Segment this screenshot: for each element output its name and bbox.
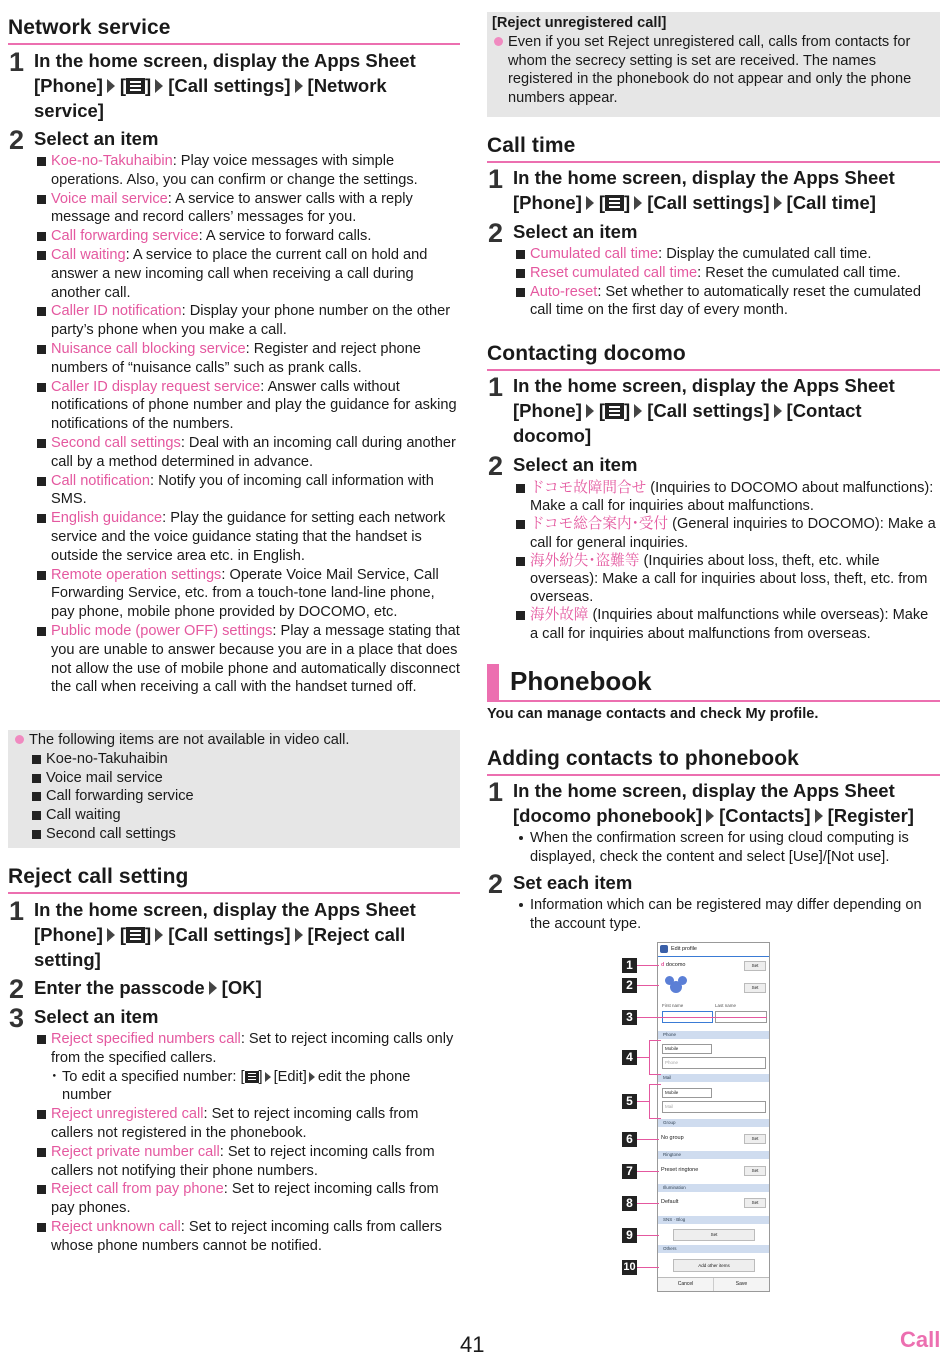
list-item: 海外故障 (Inquiries about malfunctions while overseas): Make a call for inquiries about malfunctions from overseas.: [515, 606, 940, 642]
list-item: Call waiting: [31, 806, 454, 825]
avatar[interactable]: [664, 975, 688, 997]
list-item: Call forwarding service: A service to forward calls.: [36, 227, 460, 246]
arrow-icon: [815, 809, 823, 823]
callout-line: [649, 1084, 650, 1118]
list-item: Reject specified numbers call: Set to reject incoming calls only from the specified callers. ・ To edit a specified number: [ ] [Edit] edit the phone number: [36, 1030, 460, 1105]
phone-type-select[interactable]: Mobile: [662, 1044, 712, 1054]
callout-7: 7: [622, 1164, 637, 1179]
callout-line: [649, 1084, 661, 1085]
arrow-icon: [586, 404, 594, 418]
list-item: Reset cumulated call time: Reset the cumulated call time.: [515, 264, 940, 283]
callout-line: [649, 1040, 661, 1041]
list-item: Caller ID notification: Display your phone number on the other party’s phone when you make a call.: [36, 302, 460, 340]
list-item: Cumulated call time: Display the cumulated call time.: [515, 245, 940, 264]
account-set-button[interactable]: Set: [744, 961, 766, 971]
arrow-icon: [774, 196, 782, 210]
menu-icon: [605, 403, 624, 419]
step-instruction: Select an item: [34, 128, 159, 149]
step-number: 1: [488, 372, 504, 402]
phonebook-app-icon: [660, 945, 668, 953]
step-number: 2: [9, 974, 25, 1004]
list-item: Call waiting: A service to place the current call on hold and answer a new incoming call when receiving a call during another call.: [36, 246, 460, 302]
chapter-accent-bar: [487, 664, 499, 700]
note-box-reject-unregistered: [Reject unregistered call] Even if you set Reject unregistered call, calls from contacts for whom the secrecy setting is set are received. The names registered in the phonebook do not appear and only the phone numbers appear.: [487, 12, 940, 117]
menu-icon: [245, 1071, 259, 1083]
illumination-value: Default: [661, 1199, 679, 1205]
group-value: No group: [661, 1135, 684, 1141]
step-number: 1: [9, 896, 25, 926]
step-number: 1: [9, 47, 25, 77]
arrow-icon: [706, 809, 714, 823]
callout-6: 6: [622, 1132, 637, 1147]
callout-line: [637, 1139, 659, 1140]
ringtone-set-button[interactable]: Set: [744, 1166, 766, 1176]
chapter-heading-phonebook: [487, 664, 940, 702]
list-item: Voice mail service: A service to answer calls with a reply message and record callers’ messages for you.: [36, 190, 460, 228]
callout-5: 5: [622, 1094, 637, 1109]
callout-line: [637, 1171, 659, 1172]
arrow-icon: [295, 79, 303, 93]
list-item: Call notification: Notify you of incoming call information with SMS.: [36, 472, 460, 510]
section-heading-adding-contacts: Adding contacts to phonebook: [487, 747, 940, 776]
step-instruction: In the home screen, display the Apps Sheet [Phone] [ ] [Call settings] [Reject call setting]: [34, 899, 416, 970]
list-item: Koe-no-Takuhaibin: Play voice messages with simple operations. Also, you can confirm or change the settings.: [36, 152, 460, 190]
reject-item-list: [36, 1030, 460, 1256]
docomo-item-list: [515, 479, 940, 643]
illumination-section-bar: Illumination: [658, 1184, 769, 1192]
callout-line: [637, 985, 659, 986]
bullet-note: Information which can be registered may differ depending on the account type.: [517, 896, 940, 934]
arrow-icon: [265, 1072, 271, 1082]
callout-3: 3: [622, 1010, 637, 1025]
screen-title: Edit profile: [671, 946, 697, 952]
step-instruction: Enter the passcode [OK]: [34, 977, 262, 998]
list-item: Caller ID display request service: Answer calls without notifications of phone number and play the guidance for asking notifications of the numbers.: [36, 378, 460, 434]
call-time-item-list: [515, 245, 940, 320]
arrow-icon: [634, 196, 642, 210]
docomo-account-icon: d: [661, 962, 665, 968]
callout-line: [637, 1203, 659, 1204]
chapter-lead: You can manage contacts and check My profile.: [487, 706, 819, 722]
page-number: 41: [460, 1332, 485, 1357]
callout-1: 1: [622, 958, 637, 973]
callout-line: [637, 1101, 649, 1102]
section-heading-reject: Reject call setting: [8, 865, 460, 894]
network-item-list: [36, 152, 460, 697]
menu-icon: [605, 195, 624, 211]
list-item: Nuisance call blocking service: Register and reject phone numbers of “nuisance calls” such as prank calls.: [36, 340, 460, 378]
note-dot-icon: [494, 37, 503, 46]
sns-section-bar: SNS · Blog: [658, 1216, 769, 1224]
callout-4: 4: [622, 1050, 637, 1065]
title-divider: [658, 956, 769, 957]
callout-line: [637, 1267, 659, 1268]
account-row: d docomo: [661, 962, 686, 968]
list-item: Auto-reset: Set whether to automatically reset the cumulated call time on the first day of every month.: [515, 283, 940, 321]
step-instruction: In the home screen, display the Apps Sheet [Phone] [ ] [Call settings] [Network service]: [34, 50, 416, 121]
section-tab: Call: [900, 1327, 941, 1352]
note-dot-icon: [15, 735, 24, 744]
list-item: Second call settings: [31, 825, 454, 844]
arrow-icon: [107, 928, 115, 942]
callout-line: [649, 1040, 650, 1074]
step-instruction: In the home screen, display the Apps Sheet [Phone] [ ] [Call settings] [Contact docomo]: [513, 375, 895, 446]
callout-line: [637, 1017, 767, 1018]
step-number: 2: [488, 451, 504, 481]
menu-icon: [126, 927, 145, 943]
arrow-icon: [586, 196, 594, 210]
others-section-bar: Others: [658, 1245, 769, 1253]
list-item: ドコモ故障問合せ (Inquiries to DOCOMO about malfunctions): Make a call for inquiries about malfunctions.: [515, 479, 940, 515]
list-item: Koe-no-Takuhaibin: [31, 750, 454, 769]
arrow-icon: [209, 981, 217, 995]
list-item: 海外紛失･盗難等 (Inquiries about loss, theft, etc. while overseas): Make a call for inquiries about loss, theft, etc. from overseas.: [515, 552, 940, 607]
phone-number-field[interactable]: Phone: [662, 1057, 766, 1069]
arrow-icon: [155, 79, 163, 93]
callout-10: 10: [623, 1261, 636, 1273]
arrow-icon: [774, 404, 782, 418]
callout-line: [637, 1057, 649, 1058]
mail-type-select[interactable]: Mobile: [662, 1088, 712, 1098]
callout-line: [649, 1118, 661, 1119]
arrow-icon: [295, 928, 303, 942]
cancel-button[interactable]: Cancel: [658, 1278, 714, 1291]
section-heading-call-time: Call time: [487, 134, 940, 163]
mail-address-field[interactable]: Mail: [662, 1101, 766, 1113]
list-item: ドコモ総合案内･受付 (General inquiries to DOCOMO): Make a call for general inquiries.: [515, 515, 940, 551]
sns-set-button[interactable]: Set: [673, 1229, 755, 1241]
last-name-label: Last name: [715, 1003, 737, 1008]
step-number: 2: [488, 869, 504, 899]
arrow-icon: [634, 404, 642, 418]
step-instruction: In the home screen, display the Apps Sheet [Phone] [ ] [Call settings] [Call time]: [513, 167, 895, 213]
callout-line: [637, 1235, 659, 1236]
step-number: 1: [488, 164, 504, 194]
list-item: Second call settings: Deal with an incoming call during another call by a method determined in advance.: [36, 434, 460, 472]
list-item: Public mode (power OFF) settings: Play a message stating that you are unable to answer because you are in a place that does not allow the use of mobile phone and automatically disconnect the call when receiving a call with the handset turned off.: [36, 622, 460, 697]
step-number: 1: [488, 777, 504, 807]
image-set-button[interactable]: Set: [744, 983, 766, 993]
sub-note: ・ To edit a specified number: [ ] [Edit] edit the phone number: [51, 1068, 460, 1106]
list-item: Reject call from pay phone: Set to reject incoming calls from pay phones.: [36, 1180, 460, 1218]
chapter-title: Phonebook: [510, 666, 652, 696]
list-item: Call forwarding service: [31, 787, 454, 806]
step-instruction: Select an item: [513, 454, 638, 475]
save-button[interactable]: Save: [735, 1281, 748, 1287]
step-instruction: Select an item: [513, 221, 638, 242]
step-number: 2: [9, 125, 25, 155]
group-section-bar: Group: [658, 1119, 769, 1127]
illumination-set-button[interactable]: Set: [744, 1198, 766, 1208]
note-box: The following items are not available in video call. Koe-no-Takuhaibin Voice mail service Call forwarding service Call waiting Second call settings: [8, 730, 460, 848]
list-item: Voice mail service: [31, 769, 454, 788]
mail-section-bar: Mail: [658, 1074, 769, 1082]
ringtone-value: Preset ringtone: [661, 1167, 699, 1173]
callout-9: 9: [622, 1228, 637, 1243]
callout-2: 2: [622, 978, 637, 993]
group-set-button[interactable]: Set: [744, 1134, 766, 1144]
arrow-icon: [309, 1072, 315, 1082]
callout-line: [637, 965, 659, 966]
add-other-items-button[interactable]: Add other items: [673, 1259, 755, 1272]
list-item: Reject unregistered call: Set to reject incoming calls from callers not registered in the phonebook.: [36, 1105, 460, 1143]
ringtone-section-bar: Ringtone: [658, 1151, 769, 1159]
callout-8: 8: [622, 1196, 637, 1211]
arrow-icon: [155, 928, 163, 942]
callout-line: [649, 1074, 661, 1075]
arrow-icon: [107, 79, 115, 93]
section-heading-contacting-docomo: Contacting docomo: [487, 342, 940, 371]
list-item: English guidance: Play the guidance for setting each network service and the voice guidance stating that the handset is outside the service area etc. in English.: [36, 509, 460, 565]
section-heading-network: Network service: [8, 16, 460, 45]
step-instruction: Select an item: [34, 1006, 159, 1027]
phone-section-bar: Phone: [658, 1031, 769, 1039]
list-item: Remote operation settings: Operate Voice Mail Service, Call Forwarding Service, etc. from a touch-tone land-line phone, pay phone, mobile phone provided by DOCOMO, etc.: [36, 566, 460, 622]
bullet-note: When the confirmation screen for using cloud computing is displayed, check the content and select [Use]/[Not use].: [517, 829, 940, 867]
step-instruction: In the home screen, display the Apps Sheet [docomo phonebook] [Contacts] [Register]: [513, 780, 914, 826]
first-name-label: First name: [662, 1003, 684, 1008]
step-instruction: Set each item: [513, 872, 633, 893]
menu-icon: [126, 78, 145, 94]
note-title: [Reject unregistered call]: [492, 15, 667, 31]
step-number: 2: [488, 218, 504, 248]
step-number: 3: [9, 1003, 25, 1033]
edit-profile-screen: [657, 942, 770, 1292]
list-item: Reject unknown call: Set to reject incoming calls from callers whose phone numbers cannot be notified.: [36, 1218, 460, 1256]
list-item: Reject private number call: Set to reject incoming calls from callers not notifying their phone numbers.: [36, 1143, 460, 1181]
screen-footer: [658, 1277, 769, 1291]
